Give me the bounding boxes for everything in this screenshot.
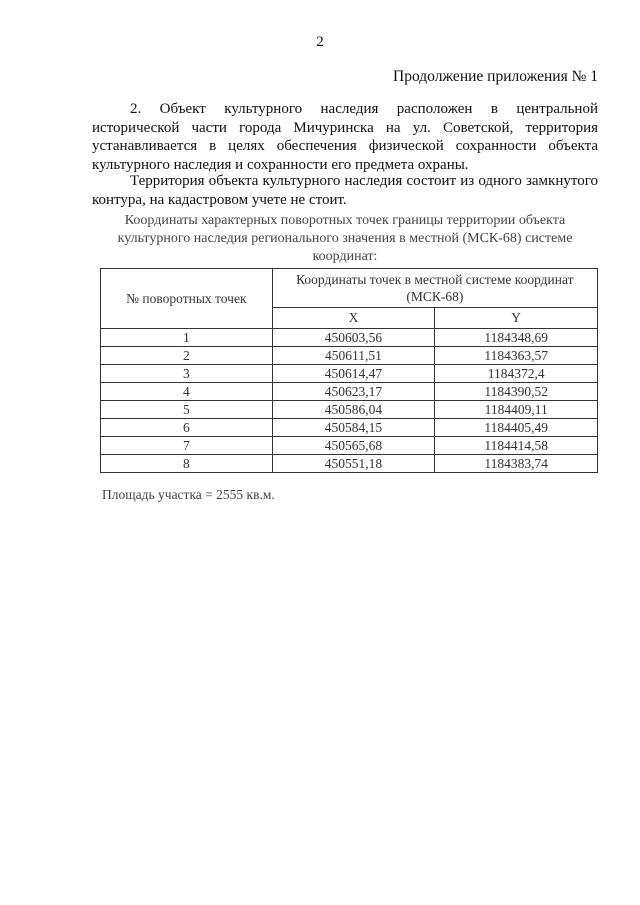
coordinates-table (100, 268, 598, 473)
area-text: Площадь участка = 2555 кв.м. (102, 487, 275, 502)
table-row (101, 329, 598, 347)
table-body (101, 329, 598, 473)
point-number-cell: 8 (101, 455, 273, 473)
x-cell: 450623,17 (272, 383, 435, 401)
header-y: Y (435, 308, 598, 329)
point-number-cell: 5 (101, 401, 273, 419)
y-cell: 1184390,52 (435, 383, 598, 401)
table-caption: Координаты характерных поворотных точек границы территории объекта культурного наследия регионального значения в местной (МСК-68) системе координат: (117, 213, 573, 264)
x-cell: 450614,47 (272, 365, 435, 383)
table-row (101, 365, 598, 383)
table-row (101, 455, 598, 473)
appendix-title: Продолжение приложения № 1 (393, 68, 598, 85)
x-cell: 450603,56 (272, 329, 435, 347)
x-cell: 450611,51 (272, 347, 435, 365)
point-number-cell: 2 (101, 347, 273, 365)
header-x: X (272, 308, 435, 329)
x-cell: 450586,04 (272, 401, 435, 419)
y-cell: 1184405,49 (435, 419, 598, 437)
table-row (101, 401, 598, 419)
paragraph-2-text: Территория объекта культурного наследия состоит из одного замкнутого контура, на кадастровом учете не стоит. (92, 173, 598, 208)
paragraph-2 (92, 172, 598, 209)
point-number-cell: 6 (101, 419, 273, 437)
table-header-row (101, 269, 598, 308)
y-cell: 1184348,69 (435, 329, 598, 347)
y-cell: 1184414,58 (435, 437, 598, 455)
header-coordinates: Координаты точек в местной системе координат (МСК-68) (272, 269, 597, 308)
x-cell: 450565,68 (272, 437, 435, 455)
page-number: 2 (316, 34, 324, 50)
paragraph-1-text: 2. Объект культурного наследия расположен в центральной исторической части города Мичуринска на ул. Советской, территория устанавливается в целях обеспечения физической сохранности объекта культурного наследия и сохранности его предмета охраны. (92, 101, 598, 173)
y-cell: 1184363,57 (435, 347, 598, 365)
x-cell: 450584,15 (272, 419, 435, 437)
point-number-cell: 7 (101, 437, 273, 455)
paragraph-1 (92, 100, 598, 174)
x-cell: 450551,18 (272, 455, 435, 473)
table-row (101, 437, 598, 455)
point-number-cell: 1 (101, 329, 273, 347)
y-cell: 1184383,74 (435, 455, 598, 473)
y-cell: 1184409,11 (435, 401, 598, 419)
table-row (101, 383, 598, 401)
table-row (101, 347, 598, 365)
header-point-number: № поворотных точек (101, 269, 273, 329)
y-cell: 1184372,4 (435, 365, 598, 383)
table-row (101, 419, 598, 437)
point-number-cell: 3 (101, 365, 273, 383)
point-number-cell: 4 (101, 383, 273, 401)
